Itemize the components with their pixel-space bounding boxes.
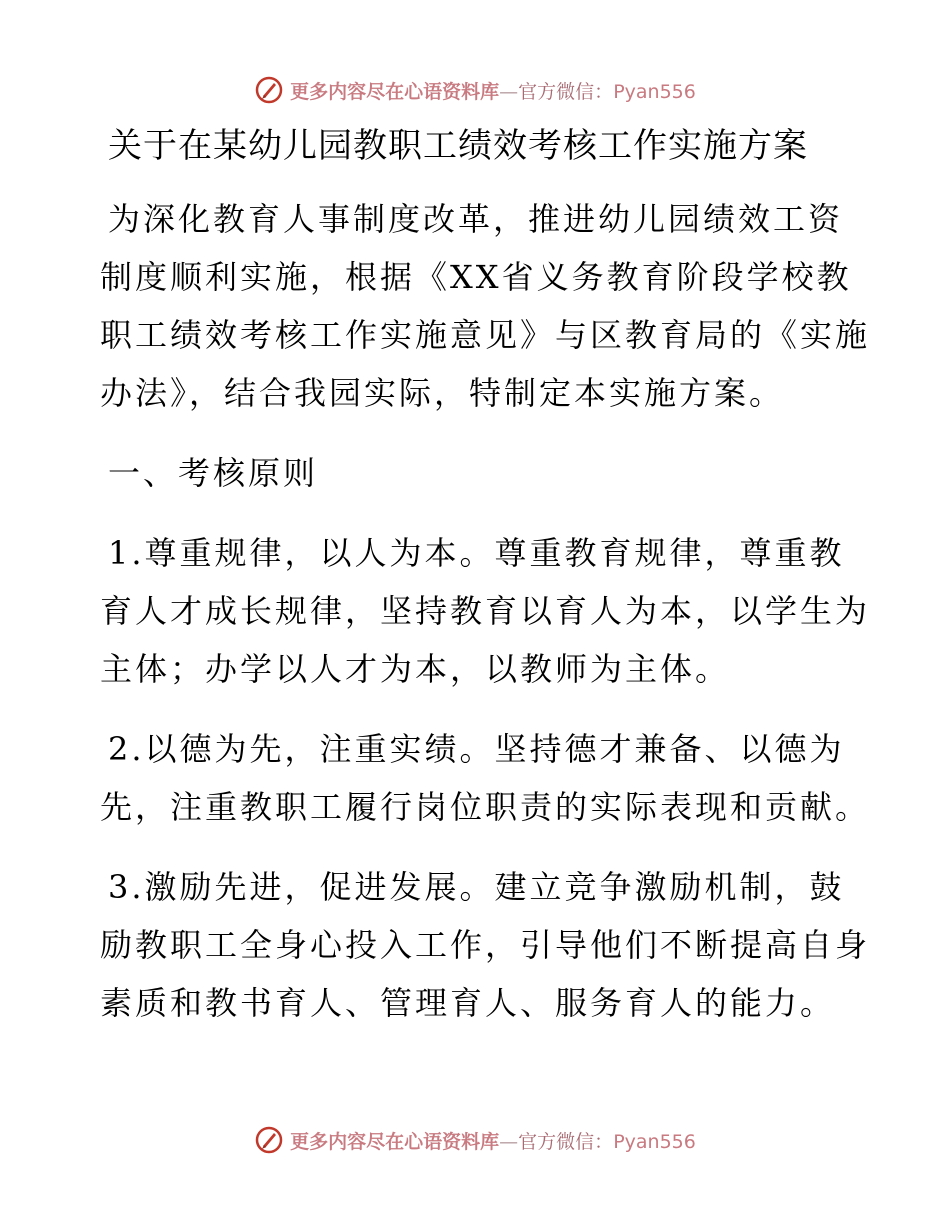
principle-paragraph-1: 1.尊重规律，以人为本。尊重教育规律，尊重教育人才成长规律，坚持教育以育人为本，以学生为主体；办学以人才为本，以教师为主体。 — [100, 534, 871, 688]
footer-banner — [0, 1120, 950, 1160]
banner-main-text: 更多内容尽在心语资料库 — [290, 80, 500, 103]
document-body — [100, 122, 870, 1054]
quill-logo-icon — [254, 1125, 284, 1155]
banner-text — [290, 1127, 696, 1154]
intro-paragraph: 为深化教育人事制度改革，推进幼儿园绩效工资制度顺利实施，根据《XX省义务教育阶段学校教职工绩效考核工作实施意见》与区教育局的《实施办法》，结合我园实际，特制定本实施方案。 — [100, 200, 871, 412]
document-title: 关于在某幼儿园教职工绩效考核工作实施方案 — [108, 126, 808, 166]
quill-logo-icon — [254, 75, 284, 105]
banner-dash: — — [499, 80, 519, 103]
banner-wechat-id: Pyan556 — [613, 1130, 696, 1153]
header-banner — [0, 70, 950, 110]
banner-text — [290, 77, 696, 104]
principle-paragraph-3: 3.激励先进，促进发展。建立竞争激励机制，鼓励教职工全身心投入工作，引导他们不断提高自身素质和教书育人、管理育人、服务育人的能力。 — [100, 868, 871, 1022]
banner-wechat-id: Pyan556 — [613, 80, 696, 103]
section-heading: 一、考核原则 — [108, 454, 319, 492]
banner-main-text: 更多内容尽在心语资料库 — [290, 1130, 500, 1153]
banner-sub-text: 官方微信： — [518, 1130, 614, 1153]
banner-sub-text: 官方微信： — [518, 80, 614, 103]
principle-paragraph-2: 2.以德为先，注重实绩。坚持德才兼备、以德为先，注重教职工履行岗位职责的实际表现和贡献。 — [100, 730, 871, 826]
banner-dash: — — [499, 1130, 519, 1153]
